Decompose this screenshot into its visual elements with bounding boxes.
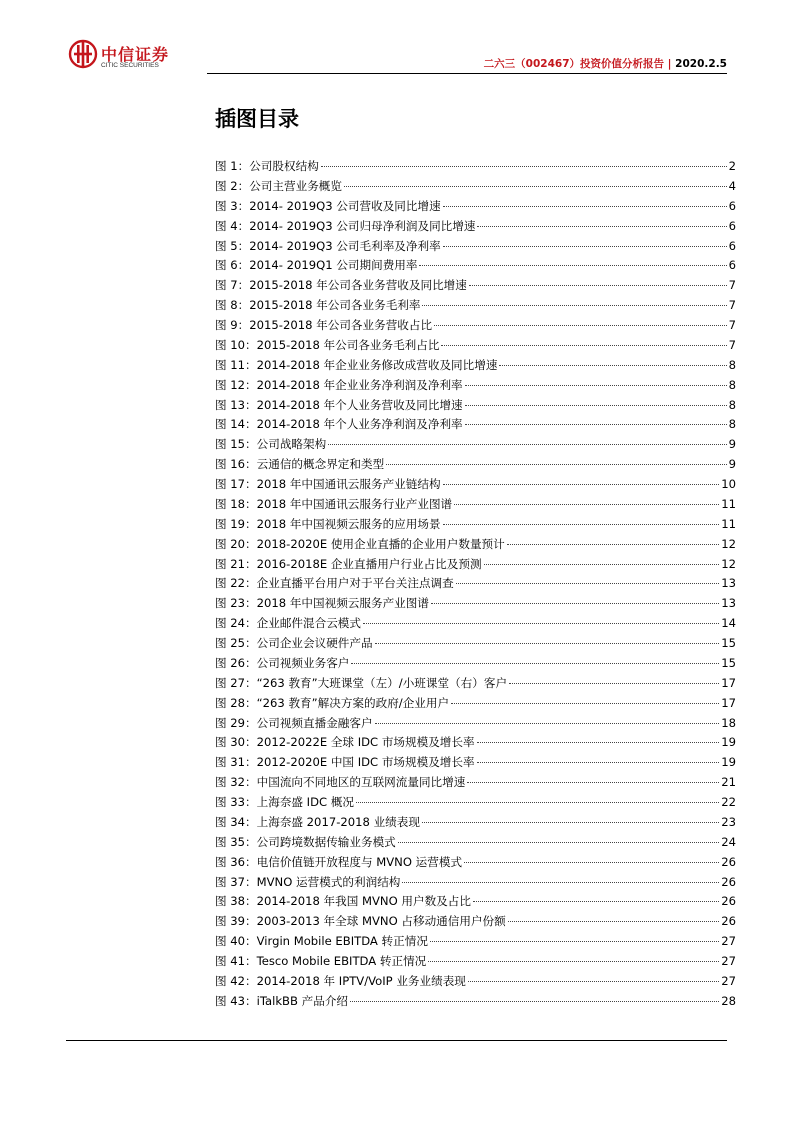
- toc-dot-leader: [507, 544, 719, 545]
- toc-entry[interactable]: [215, 515, 736, 535]
- toc-entry[interactable]: [215, 753, 736, 773]
- toc-entry-label: 图 3：2014- 2019Q3 公司营收及同比增速: [215, 198, 441, 213]
- toc-dot-leader: [468, 981, 719, 982]
- toc-entry-page: 7: [728, 278, 736, 293]
- toc-entry-label: 图 26：公司视频业务客户: [215, 655, 350, 670]
- toc-entry-label: 图 33：上海奈盛 IDC 概况: [215, 795, 355, 809]
- toc-entry[interactable]: [215, 773, 736, 793]
- footer-divider: [66, 1040, 727, 1041]
- toc-dot-leader: [443, 524, 720, 525]
- toc-entry[interactable]: [215, 654, 736, 674]
- toc-entry[interactable]: [215, 853, 736, 873]
- toc-entry-page: 26: [721, 854, 736, 869]
- toc-entry-label: 图 18：2018 年中国通讯云服务行业产业图谱: [215, 496, 453, 511]
- toc-dot-leader: [508, 921, 720, 922]
- toc-entry-page: 27: [721, 973, 736, 988]
- toc-entry-page: 8: [728, 397, 736, 412]
- toc-dot-leader: [443, 246, 727, 247]
- toc-entry-page: 6: [728, 258, 736, 273]
- toc-entry-page: 23: [721, 814, 736, 829]
- toc-dot-leader: [441, 345, 726, 346]
- toc-entry-page: 26: [721, 894, 736, 909]
- toc-dot-leader: [484, 564, 720, 565]
- toc-entry-label: 图 28：“263 教育”解决方案的政府/企业用户: [215, 695, 450, 710]
- toc-dot-leader: [509, 683, 719, 684]
- toc-entry[interactable]: [215, 813, 736, 833]
- report-date: 2020.2.5: [675, 58, 727, 70]
- toc-dot-leader: [454, 504, 719, 505]
- toc-entry-page: 24: [721, 834, 736, 849]
- toc-entry[interactable]: [215, 574, 736, 594]
- toc-entry-page: 6: [728, 238, 736, 253]
- toc-entry[interactable]: [215, 793, 736, 813]
- citic-securities-logo: [68, 38, 178, 74]
- toc-entry-page: 28: [721, 993, 736, 1008]
- toc-entry-page: 18: [721, 715, 736, 730]
- toc-entry-page: 8: [728, 377, 736, 392]
- toc-entry[interactable]: [215, 992, 736, 1012]
- toc-entry-label: 图 12：2014-2018 年企业业务净利润及净利率: [215, 377, 463, 392]
- toc-entry[interactable]: [215, 733, 736, 753]
- toc-dot-leader: [477, 226, 726, 227]
- toc-entry-page: 11: [721, 496, 736, 511]
- toc-entry-label: 图 36：电信价值链开放程度与 MVNO 运营模式: [215, 854, 463, 869]
- toc-entry[interactable]: [215, 634, 736, 654]
- toc-dot-leader: [430, 941, 719, 942]
- toc-entry[interactable]: [215, 475, 736, 495]
- toc-entry[interactable]: [215, 932, 736, 952]
- toc-dot-leader: [431, 603, 719, 604]
- toc-entry[interactable]: [215, 336, 736, 356]
- toc-entry[interactable]: [215, 535, 736, 555]
- toc-entry[interactable]: [215, 952, 736, 972]
- toc-dot-leader: [428, 961, 719, 962]
- toc-dot-leader: [465, 405, 727, 406]
- toc-entry-label: 图 6：2014- 2019Q1 公司期间费用率: [215, 258, 418, 273]
- toc-dot-leader: [465, 424, 727, 425]
- toc-dot-leader: [386, 464, 726, 465]
- toc-dot-leader: [344, 186, 727, 187]
- toc-dot-leader: [477, 742, 720, 743]
- toc-dot-leader: [363, 623, 719, 624]
- toc-entry[interactable]: [215, 555, 736, 575]
- toc-entry-label: 图 22：企业直播平台用户对于平台关注点调查: [215, 576, 454, 591]
- toc-entry-page: 7: [728, 298, 736, 313]
- toc-entry[interactable]: [215, 157, 736, 177]
- report-header: [484, 56, 727, 71]
- toc-entry-page: 13: [721, 576, 736, 591]
- toc-entry-label: 图 32：中国流向不同地区的互联网流量同比增速: [215, 775, 466, 790]
- toc-entry-page: 19: [721, 755, 736, 770]
- toc-entry-page: 8: [728, 357, 736, 372]
- toc-entry-page: 26: [721, 914, 736, 929]
- toc-entry[interactable]: [215, 415, 736, 435]
- toc-entry-label: 图 43：iTalkBB 产品介绍: [215, 993, 349, 1008]
- toc-entry-label: 图 13：2014-2018 年个人业务营收及同比增速: [215, 397, 463, 412]
- citic-logo-icon: [68, 38, 98, 70]
- toc-entry-label: 图 9：2015-2018 年公司各业务营收占比: [215, 318, 433, 332]
- toc-entry[interactable]: [215, 217, 736, 237]
- toc-entry-label: 图 17：2018 年中国通讯云服务产业链结构: [215, 477, 441, 491]
- toc-entry-label: 图 20：2018-2020E 使用企业直播的企业用户数量预计: [215, 536, 505, 551]
- toc-entry-label: 图 27：“263 教育”大班课堂（左）/小班课堂（右）客户: [215, 675, 508, 690]
- toc-entry-label: 图 29：公司视频直播金融客户: [215, 715, 373, 730]
- toc-entry-page: 7: [728, 318, 736, 332]
- toc-entry-label: 图 4：2014- 2019Q3 公司归母净利润及同比增速: [215, 218, 476, 233]
- toc-entry-label: 图 8：2015-2018 年公司各业务毛利率: [215, 298, 421, 313]
- toc-entry-label: 图 16：云通信的概念界定和类型: [215, 457, 385, 472]
- toc-dot-leader: [443, 484, 720, 485]
- toc-entry-page: 21: [721, 775, 736, 790]
- report-title: 二六三（002467）投资价值分析报告: [483, 58, 665, 70]
- toc-entry-page: 27: [721, 954, 736, 968]
- figure-table-of-contents: [215, 157, 736, 1012]
- toc-entry-page: 11: [721, 516, 736, 531]
- toc-entry-page: 6: [728, 218, 736, 233]
- toc-dot-leader: [321, 166, 727, 167]
- toc-entry-page: 7: [728, 337, 736, 352]
- toc-dot-leader: [434, 325, 727, 326]
- toc-entry[interactable]: [215, 455, 736, 475]
- toc-dot-leader: [473, 901, 719, 902]
- toc-dot-leader: [398, 842, 719, 843]
- toc-entry-label: 图 1：公司股权结构: [215, 159, 319, 173]
- toc-dot-leader: [350, 1001, 719, 1002]
- toc-dot-leader: [469, 285, 727, 286]
- toc-entry[interactable]: [215, 197, 736, 217]
- toc-entry-label: 图 7：2015-2018 年公司各业务营收及同比增速: [215, 278, 467, 293]
- toc-dot-leader: [351, 663, 719, 664]
- toc-entry-page: 2: [728, 159, 736, 173]
- toc-dot-leader: [451, 703, 719, 704]
- toc-entry[interactable]: [215, 376, 736, 396]
- toc-entry-page: 15: [721, 655, 736, 670]
- toc-entry[interactable]: [215, 495, 736, 515]
- toc-entry-page: 27: [721, 934, 736, 949]
- toc-entry[interactable]: [215, 674, 736, 694]
- toc-dot-leader: [467, 782, 719, 783]
- toc-entry-page: 22: [721, 795, 736, 809]
- toc-entry-label: 图 40：Virgin Mobile EBITDA 转正情况: [215, 934, 428, 949]
- toc-entry-page: 17: [721, 675, 736, 690]
- toc-entry-page: 14: [721, 616, 736, 631]
- toc-entry-label: 图 35：公司跨境数据传输业务模式: [215, 834, 396, 849]
- toc-entry-page: 26: [721, 874, 736, 889]
- toc-dot-leader: [328, 444, 726, 445]
- toc-entry-label: 图 23：2018 年中国视频云服务产业图谱: [215, 596, 429, 611]
- toc-dot-leader: [402, 882, 719, 883]
- toc-entry-page: 12: [721, 556, 736, 571]
- toc-entry-label: 图 2：公司主营业务概览: [215, 178, 342, 193]
- toc-dot-leader: [464, 862, 719, 863]
- toc-entry[interactable]: [215, 892, 736, 912]
- toc-dot-leader: [465, 385, 727, 386]
- toc-dot-leader: [375, 643, 720, 644]
- toc-entry-page: 13: [721, 596, 736, 611]
- toc-entry[interactable]: [215, 873, 736, 893]
- toc-entry-label: 图 15：公司战略架构: [215, 437, 327, 452]
- toc-entry[interactable]: [215, 177, 736, 197]
- toc-entry-page: 6: [728, 198, 736, 213]
- toc-entry[interactable]: [215, 833, 736, 853]
- toc-dot-leader: [419, 265, 726, 266]
- toc-dot-leader: [456, 583, 720, 584]
- toc-entry-page: 8: [728, 417, 736, 432]
- toc-entry-label: 图 14：2014-2018 年个人业务净利润及净利率: [215, 417, 463, 432]
- toc-entry[interactable]: [215, 972, 736, 992]
- toc-entry[interactable]: [215, 396, 736, 416]
- toc-entry-label: 图 21：2016-2018E 企业直播用户行业占比及预测: [215, 556, 482, 571]
- toc-entry-label: 图 10：2015-2018 年公司各业务毛利占比: [215, 337, 440, 352]
- toc-entry-label: 图 39：2003-2013 年全球 MVNO 占移动通信用户份额: [215, 914, 506, 929]
- header-divider: [207, 73, 727, 74]
- toc-entry-label: 图 5：2014- 2019Q3 公司毛利率及净利率: [215, 238, 441, 253]
- toc-entry[interactable]: [215, 435, 736, 455]
- toc-entry-label: 图 25：公司企业会议硬件产品: [215, 636, 373, 650]
- toc-entry-page: 4: [728, 178, 736, 193]
- toc-dot-leader: [499, 365, 726, 366]
- toc-entry-label: 图 30：2012-2022E 全球 IDC 市场规模及增长率: [215, 735, 475, 750]
- toc-dot-leader: [443, 206, 727, 207]
- toc-entry-label: 图 41：Tesco Mobile EBITDA 转正情况: [215, 954, 427, 968]
- toc-entry-page: 12: [721, 536, 736, 551]
- toc-dot-leader: [477, 762, 720, 763]
- toc-entry[interactable]: [215, 237, 736, 257]
- toc-entry-label: 图 19：2018 年中国视频云服务的应用场景: [215, 516, 441, 531]
- logo-english-name: CITIC SECURITIES: [101, 62, 159, 69]
- toc-entry[interactable]: [215, 356, 736, 376]
- toc-entry-page: 15: [721, 636, 736, 650]
- toc-entry[interactable]: [215, 614, 736, 634]
- logo-chinese-name: 中信证券: [101, 45, 170, 64]
- header-separator: |: [664, 58, 676, 70]
- toc-entry-label: 图 34：上海奈盛 2017-2018 业绩表现: [215, 814, 420, 829]
- toc-entry-label: 图 37：MVNO 运营模式的利润结构: [215, 874, 401, 889]
- toc-entry-page: 10: [721, 477, 736, 491]
- toc-dot-leader: [422, 305, 726, 306]
- toc-entry-label: 图 31：2012-2020E 中国 IDC 市场规模及增长率: [215, 755, 475, 770]
- toc-entry[interactable]: [215, 714, 736, 734]
- toc-entry-label: 图 11：2014-2018 年企业业务修改成营收及同比增速: [215, 357, 498, 372]
- toc-dot-leader: [422, 822, 719, 823]
- page-title: 插图目录: [215, 107, 299, 131]
- toc-entry[interactable]: [215, 694, 736, 714]
- toc-entry-page: 9: [728, 437, 736, 452]
- toc-entry[interactable]: [215, 296, 736, 316]
- toc-entry-page: 19: [721, 735, 736, 750]
- toc-entry-page: 17: [721, 695, 736, 710]
- toc-entry[interactable]: [215, 912, 736, 932]
- toc-entry-label: 图 38：2014-2018 年我国 MVNO 用户数及占比: [215, 894, 471, 909]
- toc-entry-label: 图 24：企业邮件混合云模式: [215, 616, 361, 631]
- toc-entry[interactable]: [215, 316, 736, 336]
- toc-entry-label: 图 42：2014-2018 年 IPTV/VoIP 业务业绩表现: [215, 973, 466, 988]
- toc-entry[interactable]: [215, 256, 736, 276]
- toc-entry[interactable]: [215, 276, 736, 296]
- toc-dot-leader: [375, 723, 720, 724]
- toc-dot-leader: [356, 802, 719, 803]
- toc-entry[interactable]: [215, 594, 736, 614]
- toc-entry-page: 9: [728, 457, 736, 472]
